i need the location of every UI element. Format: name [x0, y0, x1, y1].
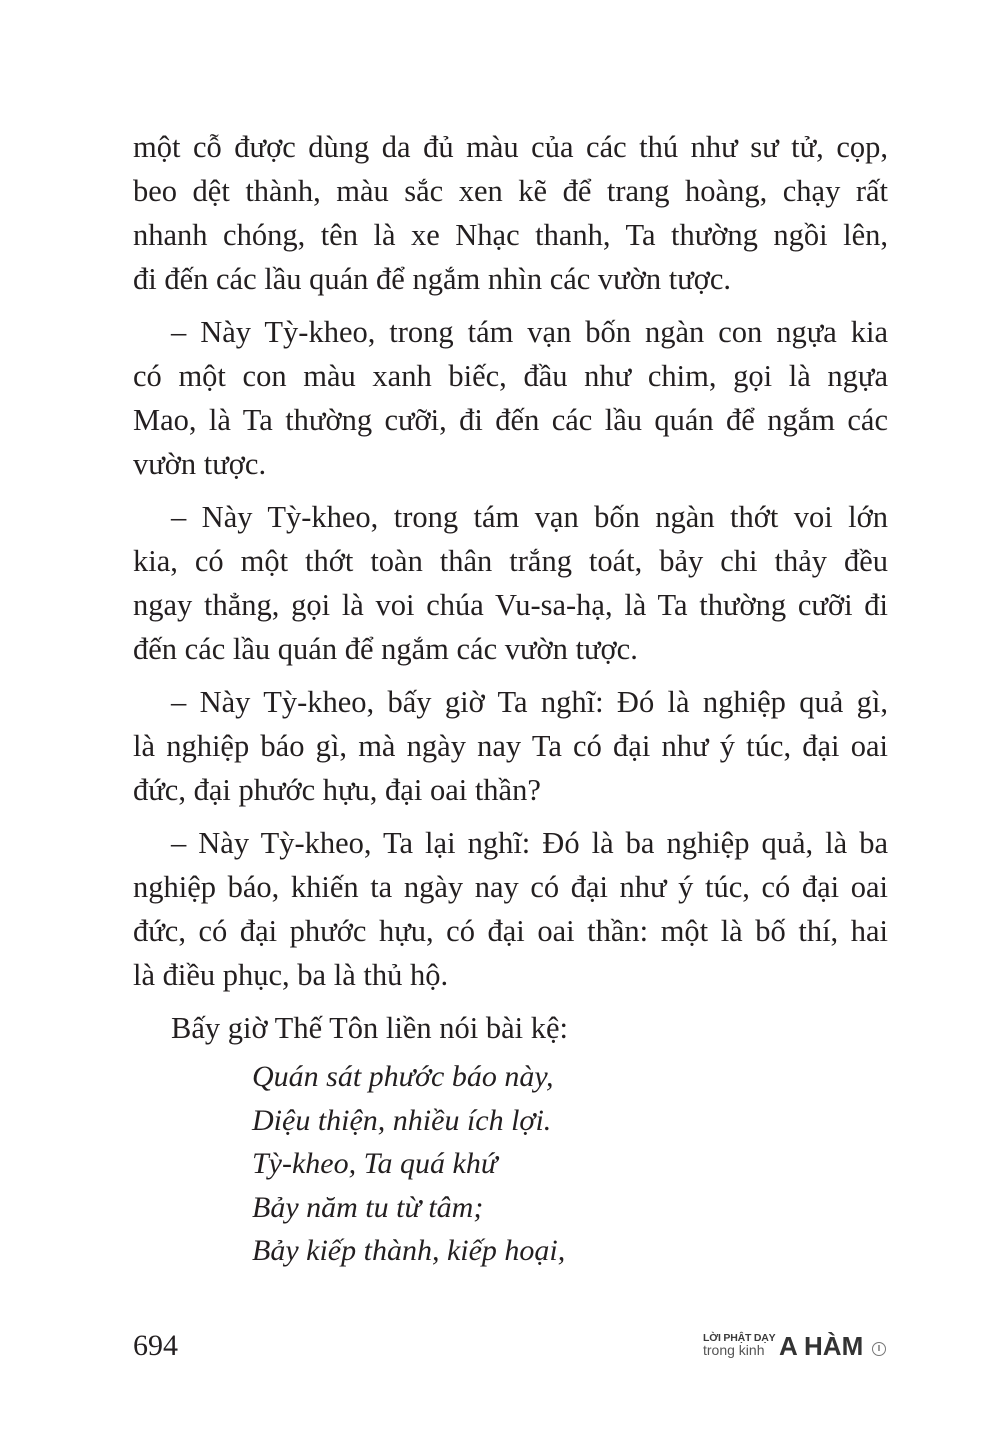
- text-line: đi đến các lầu quán để ngắm nhìn các vườn tược.: [133, 262, 732, 296]
- text-line: – Này Tỳ-kheo, Ta lại nghĩ: Đó là ba nghiệp quả, là ba: [171, 826, 888, 860]
- logo-line-1: LỜI PHẬT DẠY: [703, 1332, 776, 1344]
- verse-line: Tỳ-kheo, Ta quá khứ: [252, 1147, 498, 1180]
- paragraph-gap: [133, 671, 888, 680]
- text-line: – Này Tỳ-kheo, trong tám vạn bốn ngàn thớt voi lớn: [171, 500, 888, 534]
- text-line: là nghiệp báo gì, mà ngày nay Ta có đại như ý túc, đại oai: [133, 729, 888, 763]
- paragraph: [133, 680, 888, 812]
- text-line: Mao, là Ta thường cưỡi, đi đến các lầu quán để ngắm các: [133, 403, 888, 437]
- text-line: – Này Tỳ-kheo, bấy giờ Ta nghĩ: Đó là nghiệp quả gì,: [171, 685, 888, 719]
- text-line: đức, có đại phước hựu, có đại oai thần: một là bố thí, hai: [133, 914, 888, 948]
- verse-line: Quán sát phước báo này,: [252, 1060, 554, 1093]
- text-line: beo dệt thành, màu sắc xen kẽ để trang hoàng, chạy rất: [133, 174, 888, 208]
- paragraph-gap: [133, 812, 888, 821]
- text-line: đức, đại phước hựu, đại oai thần?: [133, 773, 541, 807]
- logo-title: A HÀM: [779, 1331, 864, 1361]
- paragraph: [133, 495, 888, 671]
- paragraph-gap: [133, 486, 888, 495]
- paragraph: [133, 125, 888, 301]
- verse-block: [252, 1055, 565, 1273]
- verse-line: Diệu thiện, nhiều ích lợi.: [252, 1103, 552, 1137]
- logo-line-2: trong kinh: [703, 1342, 765, 1358]
- text-line: nhanh chóng, tên là xe Nhạc thanh, Ta thường ngồi lên,: [133, 218, 888, 252]
- text-line: là điều phục, ba là thủ hộ.: [133, 958, 449, 992]
- verse-line: Bảy kiếp thành, kiếp hoại,: [252, 1234, 566, 1267]
- text-line: kia, có một thớt toàn thân trắng toát, bảy chi thảy đều: [133, 544, 888, 578]
- paragraph: [133, 310, 888, 486]
- text-line: nghiệp báo, khiến ta ngày nay có đại như ý túc, có đại oai: [133, 870, 888, 904]
- text-line: ngay thẳng, gọi là voi chúa Vu-sa-hạ, là Ta thường cưỡi đi: [133, 588, 888, 622]
- body-text: [133, 125, 888, 1050]
- text-line: một cỗ được dùng da đủ màu của các thú như sư tử, cọp,: [133, 130, 888, 164]
- paragraph-gap: [133, 997, 888, 1006]
- paragraph: [133, 821, 888, 997]
- verse-line: Bảy năm tu từ tâm;: [252, 1190, 484, 1224]
- text-line: có một con màu xanh biếc, đầu như chim, gọi là ngựa: [133, 359, 888, 393]
- text-line: đến các lầu quán để ngắm các vườn tược.: [133, 632, 638, 666]
- page-number: 694: [133, 1329, 178, 1362]
- paragraph: [133, 1006, 888, 1050]
- volume-badge: I: [872, 1342, 886, 1356]
- text-line: – Này Tỳ-kheo, trong tám vạn bốn ngàn con ngựa kia: [171, 315, 888, 349]
- book-logo: [700, 1332, 890, 1362]
- text-line: Bấy giờ Thế Tôn liền nói bài kệ:: [171, 1011, 569, 1045]
- paragraph-gap: [133, 301, 888, 310]
- text-line: vườn tược.: [133, 447, 267, 481]
